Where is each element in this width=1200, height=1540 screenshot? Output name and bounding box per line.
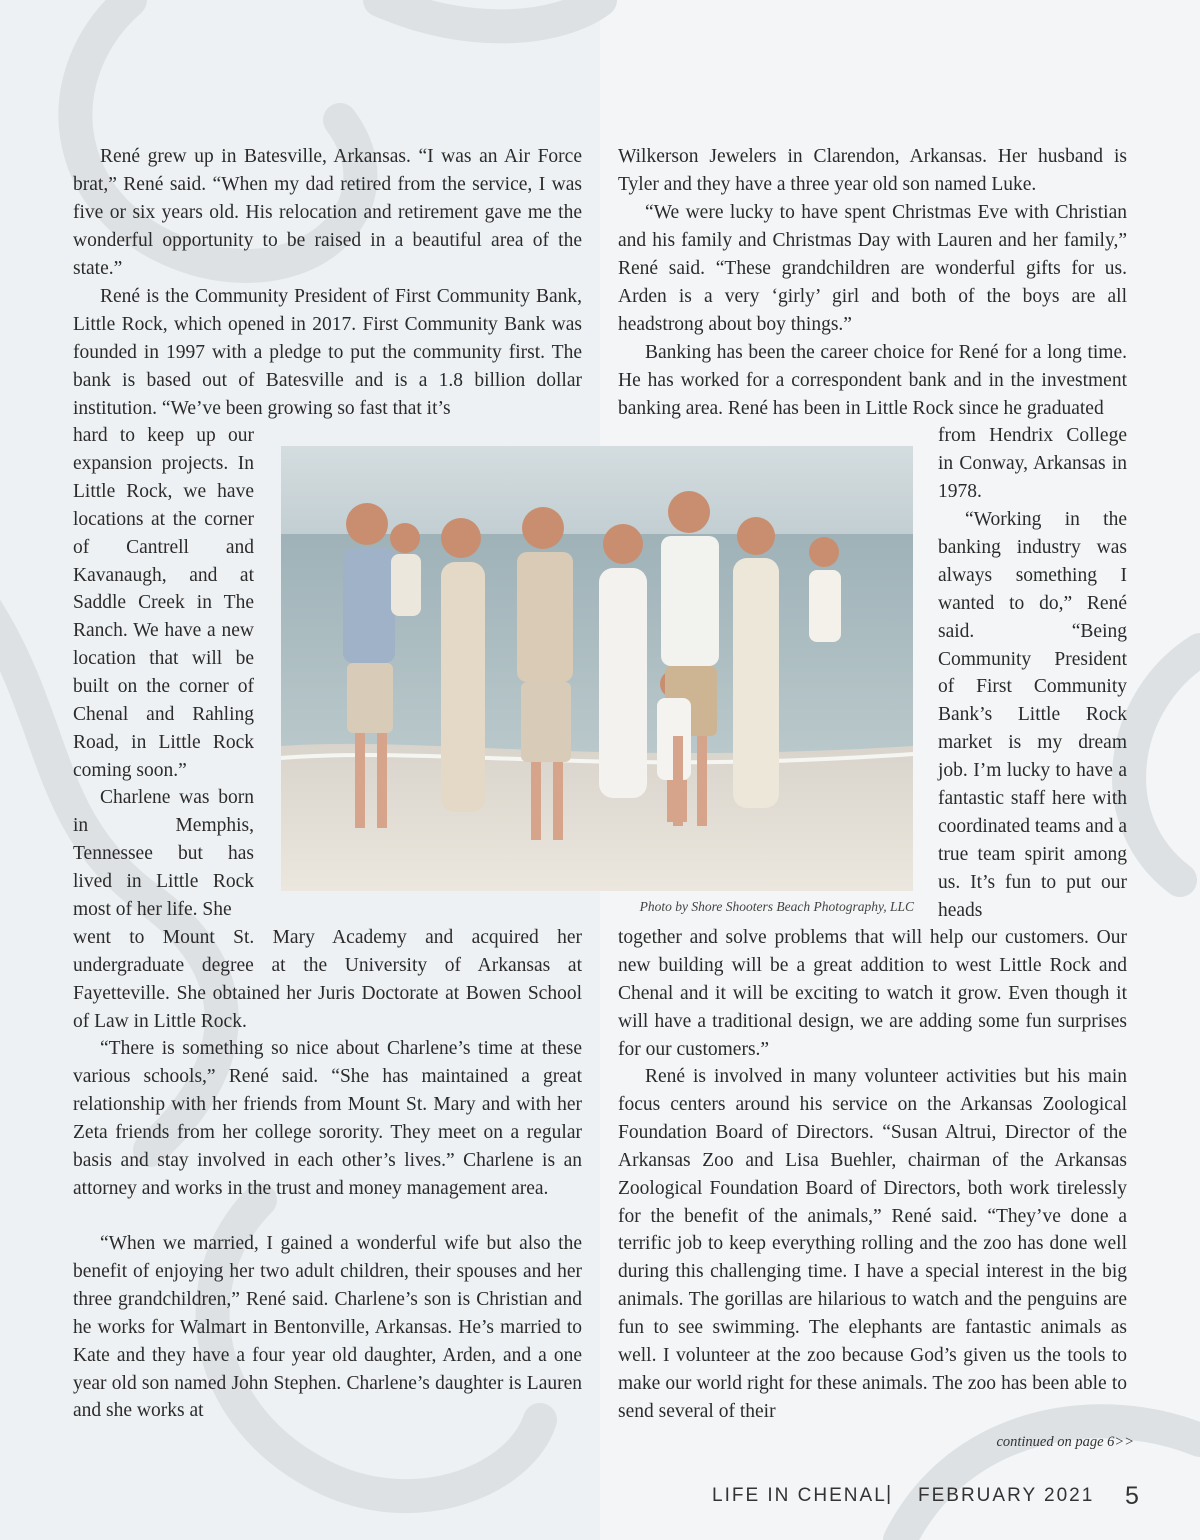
paragraph-childhood: René grew up in Batesville, Arkansas. “I was an Air Force brat,” René said. “When my dad retired from the service, I was five or six years old. His relocation and retirement gave me the wonderful opportunity to be raised in a beautiful area of the state.” <box>73 146 582 279</box>
paragraph-zoo-volunteer: René is involved in many volunteer activities but his main focus centers around his service on the Arkansas Zoological Foundation Board of Directors. “Susan Altrui, Director of the Arkansas Zoo and Lisa Buehler, chairman of the Arkansas Zoological Foundation Board of Directors, both work tirelessly for the benefit of the animals,” René said. “They’ve done a terrific job to keep everything rolling and the zoo has done well during this challenging time. I have a special interest in the big animals. The gorillas are hilarious to watch and the penguins are fun to see swimming. The elephants are fantastic animals as well. I volunteer at the zoo because God’s given us the tools to make our world right for these animals. The zoo has been able to send several of their <box>618 1066 1127 1422</box>
footer-separator: | <box>886 1483 892 1505</box>
page-number: 5 <box>1125 1482 1139 1510</box>
paragraph-expansion-projects: hard to keep up our expansion projects. In Little Rock, we have locations at the corner of Cantrell and Kavanaugh, and at Saddle Creek in The Ranch. We have a new location that will be built on the corner of Chenal and Rahling Road, in Little Rock coming soon.” <box>73 425 254 781</box>
paragraph-dream-job: “Working in the banking industry was always something I wanted to do,” René said. “Being Community President of First Community Bank’s Little Rock market is my dream job. I’m lucky to have a fantastic staff here with coordinated teams and a true team spirit among us. It’s fun to put our heads <box>938 509 1127 921</box>
paragraph-charlene-intro: Charlene was born in Memphis, Tennessee but has lived in Little Rock most of her life. She <box>73 787 254 920</box>
paragraph-community-president: René is the Community President of First Community Bank, Little Rock, which opened in 2017. First Community Bank was founded in 1997 with a pledge to put the community first. The bank is based out of Batesville and is a 1.8 billion dollar institution. “We’ve been growing so fast that it’s <box>73 286 582 419</box>
paragraph-family: “When we married, I gained a wonderful wife but also the benefit of enjoying her two adult children, their spouses and her three grandchildren,” René said. Charlene’s son is Christian and he works for Walmart in Bentonville, Arkansas. He’s married to Kate and they have a four year old daughter, Arden, and a one year old son named John Stephen. Charlene’s daughter is Lauren and she works at <box>73 1233 582 1422</box>
paragraph-hendrix-college: from Hendrix College in Conway, Arkansas in 1978. <box>938 425 1127 502</box>
family-beach-photo <box>281 446 913 891</box>
issue-date: FEBRUARY 2021 <box>918 1485 1095 1506</box>
paragraph-banking-career: Banking has been the career choice for René for a long time. He has worked for a correspondent bank and in the investment banking area. René has been in Little Rock since he graduated <box>618 342 1127 419</box>
paragraph-lauren-family: Wilkerson Jewelers in Clarendon, Arkansas. Her husband is Tyler and they have a three year old son named Luke. <box>618 146 1127 195</box>
publication-name: LIFE IN CHENAL <box>712 1485 887 1506</box>
paragraph-christmas: “We were lucky to have spent Christmas Eve with Christian and his family and Christmas Day with Lauren and her family,” René said. “These grandchildren are wonderful gifts for us. Arden is a very ‘girly’ girl and both of the boys are all headstrong about boy things.” <box>618 202 1127 335</box>
continued-note: continued on page 6>> <box>996 1434 1134 1450</box>
page-footer <box>600 1482 1145 1512</box>
photo-caption: Photo by Shore Shooters Beach Photography, LLC <box>639 899 914 914</box>
paragraph-charlene-education: went to Mount St. Mary Academy and acquired her undergraduate degree at the University of Arkansas at Fayetteville. She obtained her Juris Doctorate at Bowen School of Law in Little Rock. <box>73 927 582 1032</box>
paragraph-charlene-friends: “There is something so nice about Charlene’s time at these various schools,” René said. “She has maintained a great relationship with her friends from Mount St. Mary and with her Zeta friends from her college sorority. They meet on a regular basis and stay involved in each other’s lives.” Charlene is an attorney and works in the trust and money management area. <box>73 1038 582 1199</box>
paragraph-new-building: together and solve problems that will help our customers. Our new building will be a great addition to west Little Rock and Chenal and it will be exciting to watch it grow. Even though it will have a traditional design, we are adding some fun surprises for our customers.” <box>618 927 1127 1060</box>
